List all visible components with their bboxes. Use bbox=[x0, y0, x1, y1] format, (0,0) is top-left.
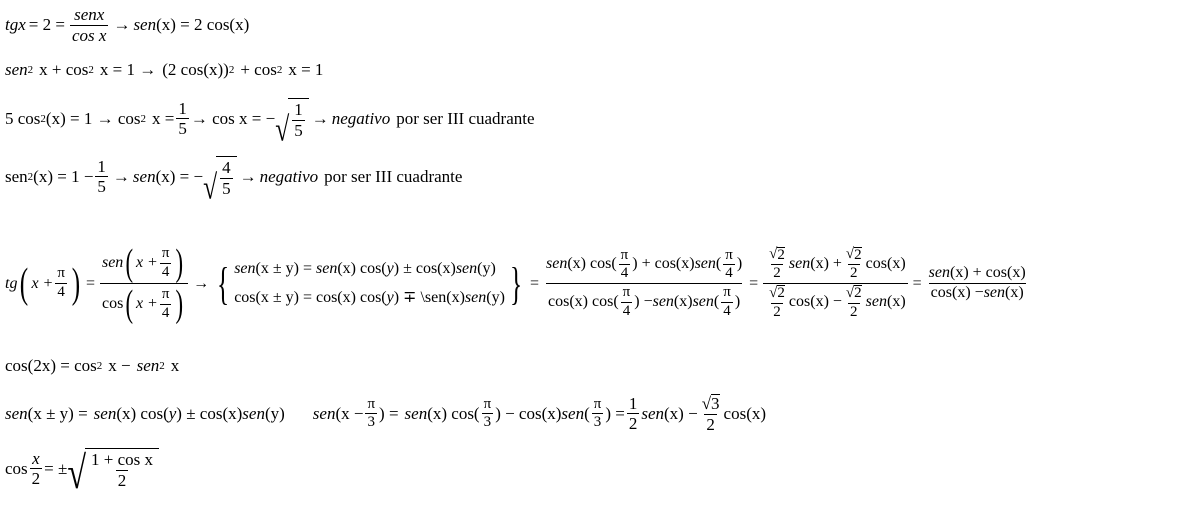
equation-line-2: sen 2 x + cos 2 x = 1 → (2 cos(x)) 2 + cos 2 x = 1 bbox=[5, 60, 324, 79]
fraction-tan-sum: sen ( x + $\frac{\pi}{4}$ ) cos ( x + $\frac{\pi}{4}$ ) bbox=[100, 244, 188, 323]
equation-line-4: sen 2 (x) = 1 − $\frac{1}{5}$ → sen (x) = − √ $\frac{4}{5}$ → negativo por ser III cuadrante bbox=[5, 156, 463, 208]
identity-system: sen(x ± y) = sen(x) cos(y) ± cos(x)sen(y) cos(x ± y) = cos(x) cos(y) ∓ \sen(x)sen(y) bbox=[234, 259, 505, 306]
sqrt-one-fifth: √ $\frac{1}{5}$ bbox=[275, 98, 309, 140]
equation-line-6: cos(2x) = cos 2 x − sen 2 x bbox=[5, 356, 180, 375]
equation-line-7: sen (x ± y) = sen (x) cos( y ) ± cos(x) sen (y) sen (x − $\frac{\pi}{3}$ ) = sen (x) cos( $\frac{\pi}{3}$ ) − cos(x) sen ( $\frac{\pi}{3}$ ) = $\frac{1}{2}$ sen (x) − √ 3 2 cos(x) bbox=[5, 393, 767, 434]
fraction-root2: √ 2 2 sen (x) + √ 2 2 cos(x) √ 2 2 cos(x) − √ 2 2 sen (x) bbox=[763, 247, 907, 321]
sqrt-four-fifths: √ $\frac{4}{5}$ bbox=[203, 156, 237, 198]
equation-line-5: tg ( x + $\frac{\pi}{4}$ ) = sen ( x + $\frac{\pi}{4}$ ) cos ( x + $\frac{\pi}{4}$ ) → { sen(x ± y) = sen(x) cos(y) ± cos(x)sen(y) cos(x ± y) = cos(x) cos(y) ∓ \sen(x)sen(y) } = sen (x) cos( $\frac{\pi}{4}$ ) + cos(x) sen ( $\frac{\pi}{4}$ ) cos(x) cos( $\frac{\pi}{4}$ ) − sen (x) sen ( $\frac{\pi}{4}$ ) = √ 2 2 sen (x) + √ 2 2 cos(x) √ 2 2 cos(x) − √ 2 2 sen (x) = sen (x) + cos(x) cos(x) − sen (x) bbox=[5, 242, 1026, 325]
sqrt-half-angle: √ $\frac{\text{1 + cos x}}{2}$ bbox=[67, 448, 159, 490]
equation-line-1: tgx = 2 = $\frac{\text{senx}}{\text{cos x}}$ → sen (x) = 2 cos(x) bbox=[5, 5, 250, 45]
fraction-expanded: sen (x) cos( $\frac{\pi}{4}$ ) + cos(x) sen ( $\frac{\pi}{4}$ ) cos(x) cos( $\frac{\pi}{4}$ ) − sen (x) sen ( $\frac{\pi}{4}$ ) bbox=[546, 246, 743, 319]
equation-line-3: 5 cos 2 (x) = 1 → cos 2 x = $\frac{1}{5}$ → cos x = − √ $\frac{1}{5}$ → negativo por ser III cuadrante bbox=[5, 98, 535, 150]
fraction-final: sen (x) + cos(x) cos(x) − sen (x) bbox=[928, 264, 1026, 301]
fraction-senx-cosx: $\frac{\text{senx}}{\text{cos x}}$ bbox=[71, 5, 107, 45]
equation-line-8: cos $\frac{x}{2}$ = ± √ $\frac{\text{1 + cos x}}{2}$ bbox=[5, 448, 159, 490]
tgx-text: tgx bbox=[5, 15, 26, 35]
